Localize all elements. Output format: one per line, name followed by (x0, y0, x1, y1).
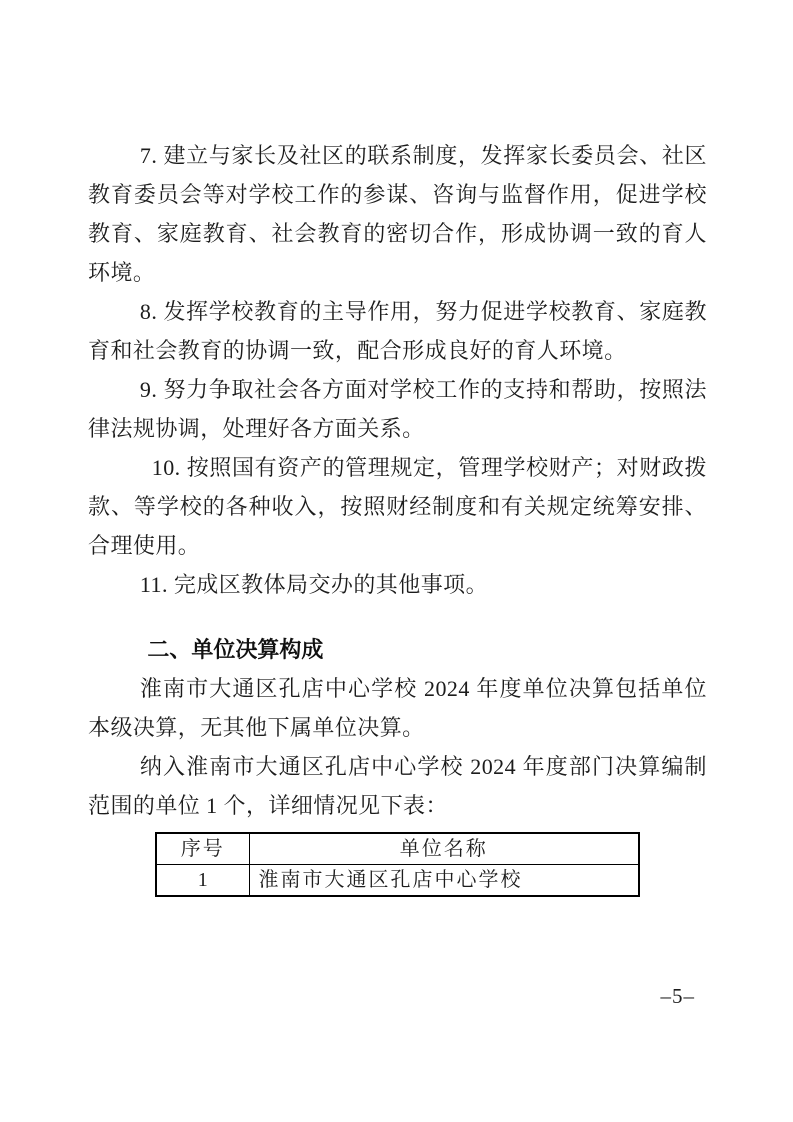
units-table (155, 832, 640, 897)
document-content (88, 136, 707, 897)
page-number: –5– (660, 984, 695, 1008)
section-paragraph-table-intro: 纳入淮南市大通区孔店中心学校 2024 年度部门决算编制范围的单位 1 个，详细情况见下表： (88, 754, 707, 818)
table-cell-unit-name: 淮南市大通区孔店中心学校 (249, 865, 639, 897)
paragraph-item-8: 8. 发挥学校教育的主导作用，努力促进学校教育、家庭教育和社会教育的协调一致，配合形成良好的育人环境。 (88, 299, 707, 363)
paragraph-item-10: 10. 按照国有资产的管理规定，管理学校财产；对财政拨款、等学校的各种收入，按照财经制度和有关规定统筹安排、合理使用。 (88, 455, 707, 558)
table-header-index: 序号 (156, 833, 249, 865)
units-table-row (156, 865, 639, 897)
paragraph-item-11: 11. 完成区教体局交办的其他事项。 (139, 572, 489, 597)
section-heading-unit-accounts: 二、单位决算构成 (147, 637, 324, 662)
table-header-unit-name: 单位名称 (249, 833, 639, 865)
section-paragraph-scope: 淮南市大通区孔店中心学校 2024 年度单位决算包括单位本级决算，无其他下属单位决算。 (88, 676, 707, 740)
paragraph-item-7: 7. 建立与家长及社区的联系制度，发挥家长委员会、社区教育委员会等对学校工作的参谋、咨询与监督作用，促进学校教育、家庭教育、社会教育的密切合作，形成协调一致的育人环境。 (88, 143, 707, 285)
paragraph-item-9: 9. 努力争取社会各方面对学校工作的支持和帮助，按照法律法规协调，处理好各方面关系。 (88, 377, 707, 441)
units-table-header-row (156, 833, 639, 865)
table-cell-index: 1 (156, 865, 249, 897)
